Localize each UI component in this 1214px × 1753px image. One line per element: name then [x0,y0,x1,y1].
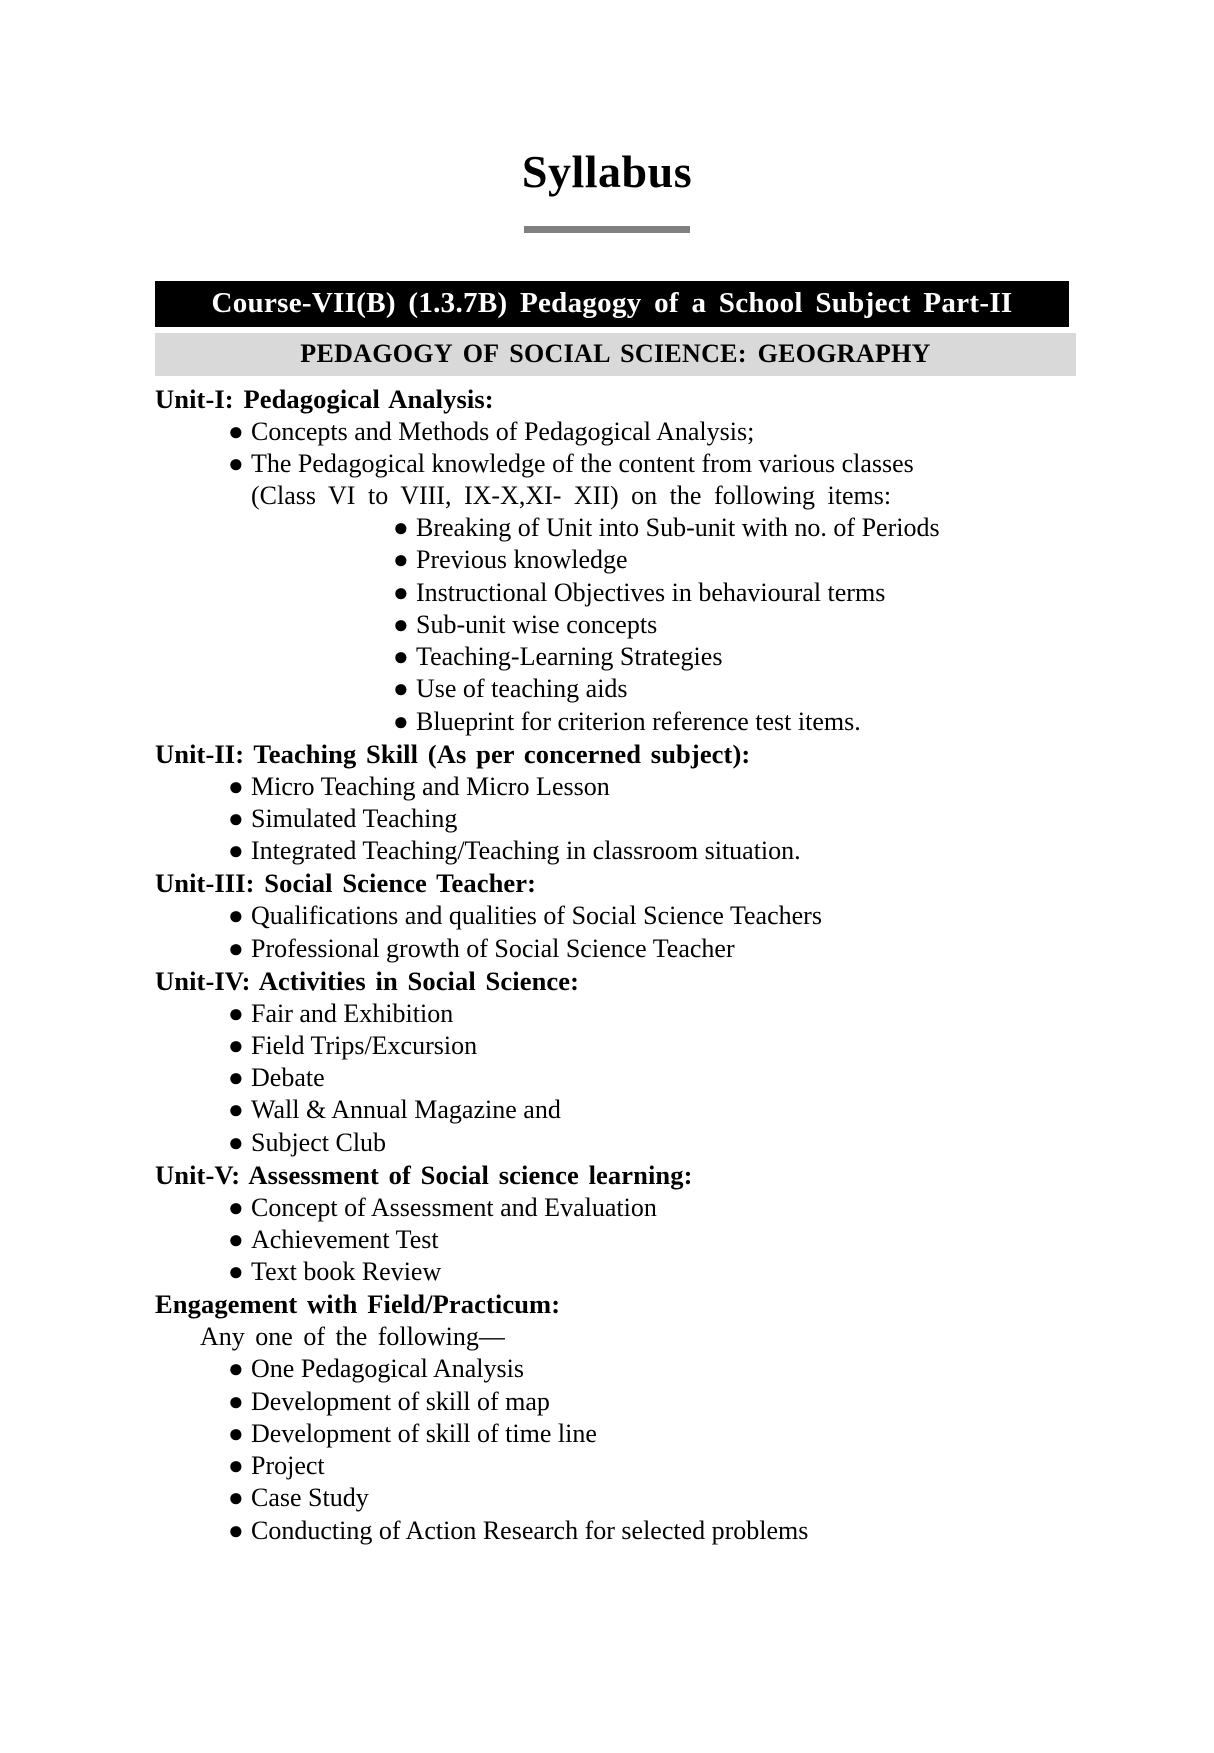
sub-list-item [251,544,1094,576]
bullet-point-icon: ● [228,933,244,963]
bullet-point-icon: ● [228,1095,244,1125]
bullet-point-icon: ● [393,577,409,607]
sub-list-item-label: Blueprint for criterion reference test items. [416,706,861,736]
bullet-point-icon: ● [228,1418,244,1448]
list-item [155,1256,1094,1288]
list-item [155,1450,1094,1482]
section-intro-line: Any one of the following— [200,1322,505,1352]
bullet-point-icon: ● [228,1030,244,1060]
sub-list-item [251,641,1094,673]
syllabus-body [0,376,1214,1547]
bullet-point-icon: ● [228,448,244,478]
bullet-point-icon: ● [228,771,244,801]
list-item-label: Debate [251,1063,325,1093]
bullet-point-icon: ● [228,836,244,866]
list-item-label: Micro Teaching and Micro Lesson [251,771,610,801]
list-item [155,1386,1094,1418]
bullet-point-icon: ● [228,998,244,1028]
bullet-list [155,900,1094,964]
list-item-label: The Pedagogical knowledge of the content from various classes [251,448,914,478]
list-item [155,1353,1094,1385]
course-banner-container [0,281,1214,327]
list-item-label: Development of skill of time line [251,1418,597,1448]
sub-list-item [251,706,1094,738]
list-item-label: Project [251,1451,325,1481]
sub-list-item-label: Sub-unit wise concepts [416,609,658,639]
bullet-point-icon: ● [228,1127,244,1157]
bullet-point-icon: ● [393,609,409,639]
bullet-point-icon: ● [228,1063,244,1093]
unit-heading: Engagement with Field/Practicum: [155,1289,561,1320]
list-item [155,1482,1094,1514]
list-item-label: Development of skill of map [251,1386,550,1416]
list-item-label: Field Trips/Excursion [251,1030,478,1060]
sub-list-item [251,609,1094,641]
unit-heading: Unit-V: Assessment of Social science learning: [155,1159,693,1190]
bullet-point-icon: ● [228,1354,244,1384]
bullet-point-icon: ● [228,1515,244,1545]
list-item-label: Text book Review [251,1257,442,1287]
bullet-point-icon: ● [228,1451,244,1481]
subject-banner-container [0,333,1214,376]
bullet-list [155,771,1094,868]
sub-bullet-list [251,512,1094,738]
bullet-list [155,998,1094,1159]
bullet-point-icon: ● [393,706,409,736]
bullet-point-icon: ● [228,1192,244,1222]
list-item-label: Fair and Exhibition [251,998,454,1028]
bullet-list [155,1192,1094,1289]
list-item [155,1094,1094,1126]
bullet-point-icon: ● [393,513,409,543]
bullet-point-icon: ● [228,1224,244,1254]
list-item-continuation: (Class VI to VIII, IX-X,XI- XII) on the following items: [251,481,892,511]
bullet-list [155,1353,1094,1546]
list-item [155,771,1094,803]
list-item-label: Concept of Assessment and Evaluation [251,1192,657,1222]
list-item [155,1127,1094,1159]
bullet-point-icon: ● [228,901,244,931]
list-item-label: Concepts and Methods of Pedagogical Analysis; [251,416,755,446]
list-item [155,1418,1094,1450]
course-banner: Course-VII(B) (1.3.7B) Pedagogy of a School Subject Part-II [155,281,1069,327]
syllabus-page [0,31,1214,1753]
list-item [155,900,1094,932]
bullet-point-icon: ● [393,545,409,575]
list-item-label: Achievement Test [251,1224,439,1254]
subject-banner: PEDAGOGY OF SOCIAL SCIENCE: GEOGRAPHY [155,333,1076,376]
unit-heading: Unit-IV: Activities in Social Science: [155,965,580,996]
sub-list-item-label: Instructional Objectives in behavioural terms [416,577,886,607]
list-item [155,416,1094,448]
sub-list-item [251,577,1094,609]
bullet-point-icon: ● [228,1483,244,1513]
unit-heading: Unit-II: Teaching Skill (As per concerned subject): [155,738,751,769]
list-item [155,1224,1094,1256]
list-item-label: Integrated Teaching/Teaching in classroom situation. [251,836,801,866]
sub-list-item-label: Teaching-Learning Strategies [416,642,723,672]
sub-list-item-label: Breaking of Unit into Sub-unit with no. of Periods [416,513,940,543]
list-item-label: Conducting of Action Research for selected problems [251,1515,809,1545]
list-item [155,448,1094,738]
list-item [155,1030,1094,1062]
unit-heading: Unit-I: Pedagogical Analysis: [155,383,494,414]
sub-list-item [251,512,1094,544]
list-item-label: Case Study [251,1483,369,1513]
list-item-label: Professional growth of Social Science Teacher [251,933,735,963]
list-item [155,1192,1094,1224]
list-item-label: Wall & Annual Magazine and [251,1095,561,1125]
list-item-label: Subject Club [251,1127,387,1157]
sub-list-item-label: Use of teaching aids [416,674,628,704]
bullet-list [155,416,1094,738]
bullet-point-icon: ● [393,642,409,672]
list-item [155,835,1094,867]
list-item [155,1515,1094,1547]
page-title: Syllabus [521,145,693,197]
sub-list-item-label: Previous knowledge [416,545,628,575]
list-item [155,933,1094,965]
title-underline-rule [524,226,690,233]
list-item [155,1062,1094,1094]
list-item [155,998,1094,1030]
list-item-label: Qualifications and qualities of Social Science Teachers [251,901,822,931]
sub-list-item [251,673,1094,705]
list-item-label: One Pedagogical Analysis [251,1354,524,1384]
bullet-point-icon: ● [228,803,244,833]
unit-heading: Unit-III: Social Science Teacher: [155,868,537,899]
bullet-point-icon: ● [228,1257,244,1287]
bullet-point-icon: ● [228,416,244,446]
list-item [155,803,1094,835]
bullet-point-icon: ● [228,1386,244,1416]
list-item-label: Simulated Teaching [251,803,458,833]
bullet-point-icon: ● [393,674,409,704]
